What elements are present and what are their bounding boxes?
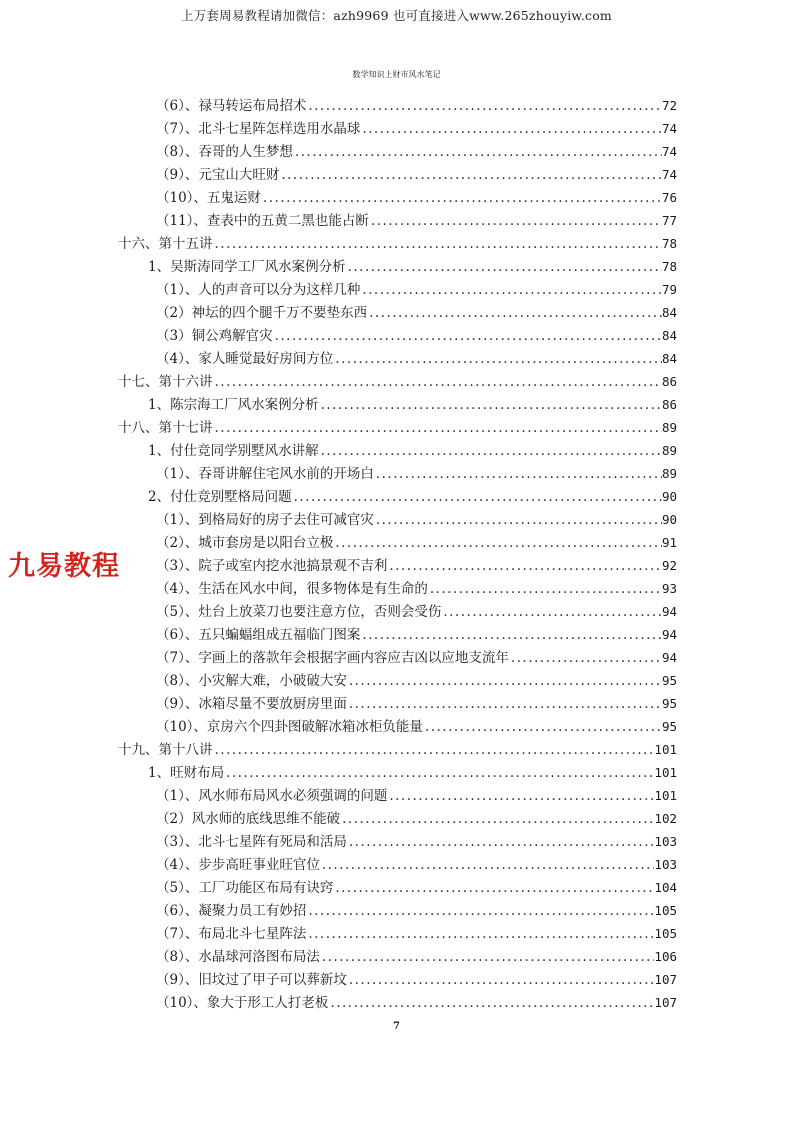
toc-entry-page: 106 xyxy=(654,949,677,964)
toc-entry xyxy=(118,417,677,439)
toc-entry-page: 101 xyxy=(654,788,677,803)
toc-leader xyxy=(369,210,662,232)
toc-entry-title: （10）、京房六个四卦图破解冰箱冰柜负能量 xyxy=(156,719,423,735)
toc-entry xyxy=(156,463,677,485)
toc-entry-page: 95 xyxy=(661,696,677,711)
toc-entry-page: 74 xyxy=(661,121,677,136)
toc-entry-title: （3）、北斗七星阵有死局和活局 xyxy=(156,834,347,850)
toc-leader xyxy=(333,348,662,370)
toc-leader xyxy=(213,233,662,255)
toc-entry-title: （4）、步步高旺事业旺官位 xyxy=(156,857,320,873)
toc-leader xyxy=(360,279,662,301)
toc-entry-page: 84 xyxy=(661,305,677,320)
toc-entry-page: 84 xyxy=(661,328,677,343)
toc-leader xyxy=(213,739,655,761)
toc-entry xyxy=(156,509,677,531)
toc-entry-title: （1）、风水师布局风水必须强调的问题 xyxy=(156,788,388,804)
toc-leader xyxy=(367,302,662,324)
toc-entry xyxy=(156,900,677,922)
toc-entry-page: 90 xyxy=(661,489,677,504)
toc-leader xyxy=(320,854,655,876)
toc-entry xyxy=(156,831,677,853)
toc-entry-page: 95 xyxy=(661,719,677,734)
toc-entry-title: （1）、到格局好的房子去住可减官灾 xyxy=(156,512,374,528)
toc-entry-page: 91 xyxy=(661,535,677,550)
toc-entry xyxy=(118,371,677,393)
toc-entry-title: 十八、第十七讲 xyxy=(118,420,213,436)
toc-entry-title: 十七、第十六讲 xyxy=(118,374,213,390)
toc-entry-page: 94 xyxy=(661,604,677,619)
toc-entry-page: 101 xyxy=(654,765,677,780)
toc-leader xyxy=(387,555,662,577)
toc-entry-page: 105 xyxy=(654,926,677,941)
toc-entry-page: 72 xyxy=(661,98,677,113)
toc-entry-page: 86 xyxy=(661,374,677,389)
toc-entry-title: （6）、凝聚力员工有妙招 xyxy=(156,903,307,919)
toc-entry xyxy=(156,785,677,807)
toc-entry-title: （6）、禄马转运布局招术 xyxy=(156,98,307,114)
toc-leader xyxy=(347,670,662,692)
toc-entry xyxy=(118,739,677,761)
toc-entry-title: （3）、院子或室内挖水池搞景观不吉利 xyxy=(156,558,388,574)
toc-entry-title: （1）、人的声音可以分为这样几种 xyxy=(156,282,361,298)
toc-entry xyxy=(148,440,677,462)
toc-entry-page: 95 xyxy=(661,673,677,688)
toc-entry xyxy=(156,808,677,830)
toc-entry-page: 103 xyxy=(654,834,677,849)
toc-entry-page: 94 xyxy=(661,650,677,665)
toc-entry-title: 十六、第十五讲 xyxy=(118,236,213,252)
toc-entry-title: （8）、水晶球河洛图布局法 xyxy=(156,949,320,965)
toc-leader xyxy=(387,785,654,807)
toc-entry xyxy=(156,923,677,945)
toc-leader xyxy=(320,946,655,968)
toc-leader xyxy=(347,969,655,991)
toc-entry-title: （10）、象大于形工人打老板 xyxy=(156,995,329,1011)
toc-entry xyxy=(156,946,677,968)
toc-entry xyxy=(156,187,677,209)
toc-entry-title: （7）、布局北斗七星阵法 xyxy=(156,926,307,942)
toc-leader xyxy=(441,601,662,623)
toc-entry-title: （6）、五只蝙蝠组成五福临门图案 xyxy=(156,627,361,643)
toc-entry-page: 107 xyxy=(654,995,677,1010)
toc-entry-title: （7）、北斗七星阵怎样选用水晶球 xyxy=(156,121,361,137)
toc-leader xyxy=(306,95,662,117)
toc-entry-title: 1、陈宗海工厂风水案例分析 xyxy=(148,397,319,413)
toc-entry xyxy=(156,555,677,577)
toc-entry-page: 105 xyxy=(654,903,677,918)
toc-entry xyxy=(148,486,677,508)
toc-entry xyxy=(156,992,677,1014)
toc-entry-title: （10）、五鬼运财 xyxy=(156,190,261,206)
toc-entry xyxy=(148,762,677,784)
toc-entry-page: 101 xyxy=(654,742,677,757)
toc-entry xyxy=(156,141,677,163)
toc-entry-title: （2）风水师的底线思维不能破 xyxy=(156,811,341,827)
toc-entry-page: 78 xyxy=(661,259,677,274)
toc-leader xyxy=(273,325,662,347)
toc-leader xyxy=(347,831,655,853)
toc-entry-title: （7）、字画上的落款年会根据字画内容应吉凶以应地支流年 xyxy=(156,650,509,666)
toc-entry-title: 十九、第十八讲 xyxy=(118,742,213,758)
toc-entry-page: 84 xyxy=(661,351,677,366)
toc-entry-title: （5）、灶台上放菜刀也要注意方位，否则会受伤 xyxy=(156,604,442,620)
toc-entry xyxy=(156,969,677,991)
toc-entry-title: （4）、家人睡觉最好房间方位 xyxy=(156,351,334,367)
toc-entry xyxy=(118,233,677,255)
toc-entry-page: 89 xyxy=(661,466,677,481)
toc-entry xyxy=(156,670,677,692)
toc-entry xyxy=(156,716,677,738)
toc-leader xyxy=(319,440,662,462)
toc-leader xyxy=(306,923,654,945)
toc-entry xyxy=(156,624,677,646)
toc-entry-page: 94 xyxy=(661,627,677,642)
toc-leader xyxy=(374,463,662,485)
toc-leader xyxy=(306,900,654,922)
toc-entry xyxy=(156,601,677,623)
toc-entry-page: 86 xyxy=(661,397,677,412)
toc-entry xyxy=(156,325,677,347)
toc-entry xyxy=(156,854,677,876)
toc-leader xyxy=(213,417,662,439)
toc-entry xyxy=(156,302,677,324)
toc-leader xyxy=(423,716,662,738)
toc-leader xyxy=(292,486,662,508)
toc-entry xyxy=(148,394,677,416)
toc-leader xyxy=(213,371,662,393)
toc-entry-page: 89 xyxy=(661,443,677,458)
toc-entry-title: （2）、城市套房是以阳台立极 xyxy=(156,535,334,551)
toc-entry xyxy=(148,256,677,278)
toc-leader xyxy=(374,509,662,531)
toc-entry xyxy=(156,210,677,232)
toc-entry-title: （9）、元宝山大旺财 xyxy=(156,167,280,183)
toc-entry xyxy=(156,532,677,554)
toc-entry-page: 102 xyxy=(654,811,677,826)
toc-leader xyxy=(360,624,662,646)
toc-entry-title: （3）铜公鸡解官灾 xyxy=(156,328,273,344)
toc-leader xyxy=(279,164,662,186)
toc-entry-title: （2）神坛的四个腿千万不要垫东西 xyxy=(156,305,368,321)
toc-entry-page: 93 xyxy=(661,581,677,596)
toc-entry-title: （8）、吞哥的人生梦想 xyxy=(156,144,293,160)
toc-leader xyxy=(347,693,662,715)
toc-entry-page: 92 xyxy=(661,558,677,573)
toc-leader xyxy=(333,532,662,554)
running-title: 数学知识上财市风水笔记 xyxy=(352,70,441,79)
toc-entry-page: 74 xyxy=(661,167,677,182)
toc-entry xyxy=(156,877,677,899)
toc-entry-page: 89 xyxy=(661,420,677,435)
toc-entry-page: 77 xyxy=(661,213,677,228)
watermark-logo: 九易教程 xyxy=(8,551,120,582)
toc-entry-page: 90 xyxy=(661,512,677,527)
toc-entry-page: 104 xyxy=(654,880,677,895)
toc-entry-title: （1）、吞哥讲解住宅风水前的开场白 xyxy=(156,466,374,482)
toc-entry xyxy=(156,578,677,600)
toc-entry-title: 2、付仕竞别墅格局问题 xyxy=(148,489,292,505)
toc-leader xyxy=(333,877,654,899)
toc-entry-page: 78 xyxy=(661,236,677,251)
toc-entry-page: 79 xyxy=(661,282,677,297)
toc-leader xyxy=(428,578,662,600)
toc-entry-title: 1、旺财布局 xyxy=(148,765,225,781)
toc-leader xyxy=(328,992,654,1014)
toc-entry xyxy=(156,693,677,715)
toc-entry xyxy=(156,647,677,669)
page-number: 7 xyxy=(393,1021,400,1032)
toc-entry-title: （9）、旧坟过了甲子可以葬新坟 xyxy=(156,972,347,988)
toc-entry-page: 107 xyxy=(654,972,677,987)
toc-entry xyxy=(156,279,677,301)
toc-entry xyxy=(156,164,677,186)
toc-entry-title: （5）、工厂功能区布局有诀窍 xyxy=(156,880,334,896)
toc-leader xyxy=(224,762,654,784)
toc-entry-page: 76 xyxy=(661,190,677,205)
toc-entry xyxy=(156,348,677,370)
toc-entry-page: 103 xyxy=(654,857,677,872)
toc-entry-title: （11）、查表中的五黄二黑也能占断 xyxy=(156,213,369,229)
toc-entry-title: 1、吴斯涛同学工厂风水案例分析 xyxy=(148,259,346,275)
toc-leader xyxy=(340,808,654,830)
toc-entry xyxy=(156,95,677,117)
toc-entry-title: 1、付仕竞同学别墅风水讲解 xyxy=(148,443,319,459)
toc-entry xyxy=(156,118,677,140)
toc-leader xyxy=(261,187,662,209)
toc-leader xyxy=(360,118,662,140)
toc-leader xyxy=(509,647,662,669)
top-banner: 上万套周易教程请加微信：azh9969 也可直接进入www.265zhouyiw.com xyxy=(181,8,612,23)
toc-entry-title: （8）、小灾解大难，小破破大安 xyxy=(156,673,347,689)
toc-leader xyxy=(293,141,662,163)
toc-entry-page: 74 xyxy=(661,144,677,159)
toc-entry-title: （4）、生活在风水中间，很多物体是有生命的 xyxy=(156,581,428,597)
toc-leader xyxy=(319,394,662,416)
toc-entry-title: （9）、冰箱尽量不要放厨房里面 xyxy=(156,696,347,712)
toc-leader xyxy=(346,256,662,278)
